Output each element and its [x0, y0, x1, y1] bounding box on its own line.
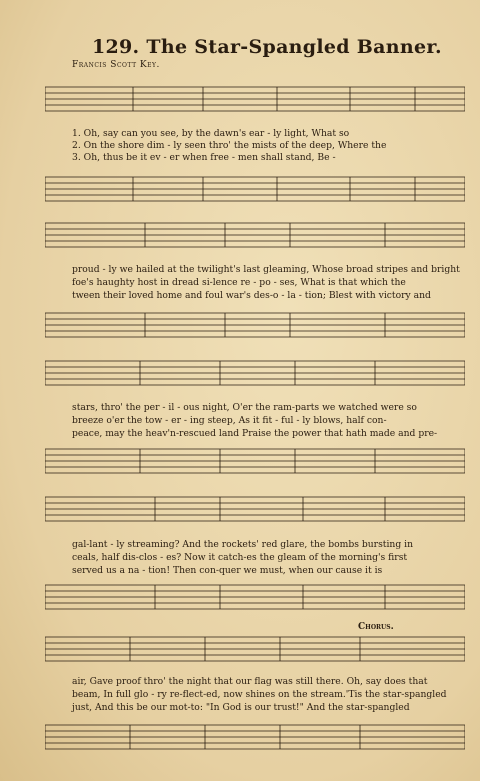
lyric-line: beam, In full glo - ry re-flect-ed, now shines on the stream.'Tis the star-spangled	[72, 689, 447, 700]
hymn-name: The Star-Spangled Banner.	[146, 36, 442, 58]
hymn-number: 129.	[92, 36, 140, 58]
lyric-line: peace, may the heav'n-rescued land Praise the power that hath made and pre-	[72, 428, 438, 439]
bass-staff	[45, 584, 465, 610]
lyric-line: stars, thro' the per - il - ous night, O'er the ram-parts we watched were so	[72, 402, 417, 413]
lyric-line: gal-lant - ly streaming? And the rockets' red glare, the bombs bursting in	[72, 539, 413, 550]
lyric-line: air, Gave proof thro' the night that our flag was still there. Oh, say does that	[72, 676, 428, 687]
treble-staff	[45, 636, 465, 662]
treble-staff	[45, 496, 465, 522]
bass-staff	[45, 312, 465, 338]
lyric-line: tween their loved home and foul war's des-o - la - tion; Blest with victory and	[72, 290, 431, 301]
lyric-line: served us a na - tion! Then con-quer we must, when our cause it is	[72, 565, 383, 576]
lyric-line: 2. On the shore dim - ly seen thro' the mists of the deep, Where the	[72, 140, 387, 151]
treble-staff	[45, 360, 465, 386]
lyric-line: 1. Oh, say can you see, by the dawn's ear - ly light, What so	[72, 128, 350, 139]
lyric-line: proud - ly we hailed at the twilight's last gleaming, Whose broad stripes and bright	[72, 264, 460, 275]
treble-staff	[45, 86, 465, 112]
lyric-line: breeze o'er the tow - er - ing steep, As it fit - ful - ly blows, half con-	[72, 415, 387, 426]
bass-staff	[45, 176, 465, 202]
bass-staff	[45, 724, 465, 750]
lyric-line: ceals, half dis-clos - es? Now it catch-es the gleam of the morning's first	[72, 552, 408, 563]
lyric-line: foe's haughty host in dread si-lence re - po - ses, What is that which the	[72, 277, 406, 288]
bass-staff	[45, 448, 465, 474]
treble-staff	[45, 222, 465, 248]
hymn-title	[92, 36, 442, 58]
hymn-author: Francis Scott Key.	[72, 60, 160, 70]
chorus-label: Chorus.	[358, 622, 394, 632]
lyric-line: 3. Oh, thus be it ev - er when free - men shall stand, Be -	[72, 152, 336, 163]
lyric-line: just, And this be our mot-to: "In God is our trust!" And the star-spangled	[72, 702, 410, 713]
